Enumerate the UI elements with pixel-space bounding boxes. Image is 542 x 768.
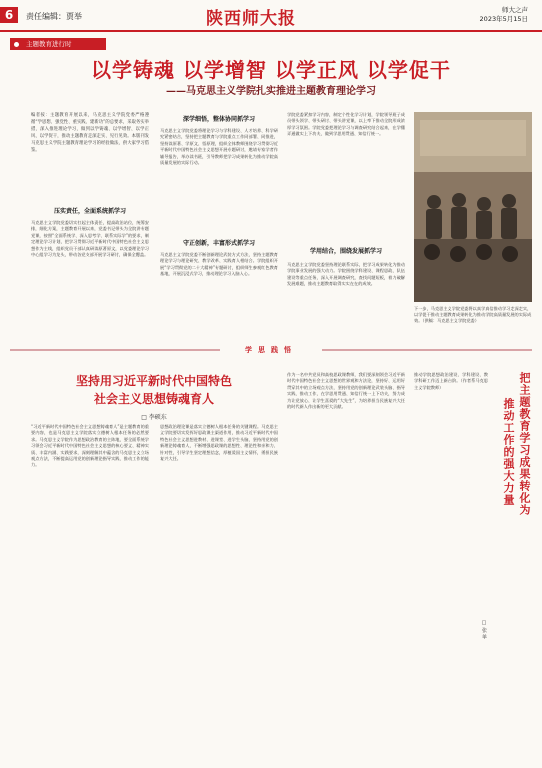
article3-title [490, 372, 532, 636]
article2-column-3: 作为一名中共党员和高校思政课教师，我们要深刻领会习近平新时代中国特色社会主义思想的世界观和方法论，坚持好、运用好贯穿其中的立场观点方法，坚持用党的创新理论武装头脑、指导实践、推动工作，在学思用贯通、知信行统一上下功夫，努力成为让党放心、让学生喜爱的“大先生”，为培养担当民族复兴大任的时代新人作出新的更大贡献。 [287, 372, 405, 410]
article2-author: □ 李硕东 [141, 414, 167, 421]
article1-section3-text: 马克思主义学院党委不断创新理论武装方式方法，坚持主题教育理论学习与理论研究、教学改革、实践育人相结合。学院组织开展“学习贯彻党的二十大精神”专题研讨，组织师生参观红色教育基地，开展沉浸式学习，推动理论学习入脑入心。 [160, 252, 278, 277]
subheading-1-wrap [31, 206, 149, 215]
photo-caption: 下一步，马克思主义学院党委将以真学真信推动学习走深走实，以学促干推动主题教育成果转化为推动学院高质量发展的实际成效。（供稿：马克思主义学院党委） [414, 306, 532, 323]
article1-section2-text: 马克思主义学院党委将理论学习与学科建设、人才培养、科学研究紧密结合，坚持把主题教育与学院重点工作同部署、同推进，坚持读原著、学原文、悟原理，组织全体教师围绕学习贯彻习近平新时代中国特色社会主义思想开展专题研讨，邀请专家学者作辅导报告，举办读书班，引导教师把学习成果转化为推动学院高质量发展的实际行动。 [160, 128, 278, 166]
subheading-4-wrap [287, 246, 405, 255]
subheading-2-wrap [160, 114, 278, 123]
article3-title-line2: 推动工作的强大力量 [502, 398, 515, 506]
article2-column-4: 推动学院思想政治建设、学科建设、教学科研工作迈上新台阶。（作者系马克思主义学院教师） [414, 372, 488, 390]
subheading-3: 守正创新，丰富形式抓学习 [182, 240, 255, 247]
article1-section1-text: 马克思主义学院党委切实扛起主体责任，提高政治站位，统筹安排，细化方案，主题教育开展以来，党委书记带头为全院讲专题党课，按照“全面系统学、深入思考学、联系实际学”的要求，制定理论学习计划，把学习贯彻习近平新时代中国特色社会主义思想作为主线，组织党员干部认真研读原著原文，以党委理论学习中心组学习为龙头，带动各党支部开展学习研讨，确保全覆盖。 [31, 220, 149, 258]
band-tag: 学思践悟 [245, 346, 297, 354]
section-tag: 主题教育进行时 [10, 38, 106, 50]
section-tag-dot-icon [14, 42, 19, 47]
article2-title-line2: 社会主义思想铸魂育人 [93, 392, 214, 406]
subheading-3-wrap [160, 238, 278, 247]
subheading-4: 学用结合，围绕发展抓学习 [309, 248, 382, 255]
article2-title [31, 372, 277, 408]
news-photo-image [414, 112, 532, 302]
band-rule-right [322, 349, 532, 351]
subheading-1: 压实责任，全面系统抓学习 [53, 208, 126, 215]
editor-note: 编者按：主题教育开展以来，马克思主义学院党委严格遵循“学思想、强党性、重实践、建新功”的总要求，采取务实举措，深入推进理论学习，做到以学铸魂、以学增智、以学正风、以学促干，推动主题教育走深走实、见行见效。本版刊发马克思主义学院主题教育理论学习的经验做法，供大家学习借鉴。 [31, 113, 149, 153]
main-headline: 以学铸魂 以学增智 以学正风 以学促干 [91, 58, 451, 82]
article2-column-1: “习近平新时代中国特色社会主义思想铸魂育人”是主题教育的重要内容，也是马克思主义学院落实立德树人根本任务的必然要求。马克思主义学院作为思想政治教育的主阵地，要全面系统学习领会习近平新时代中国特色社会主义思想的核心要义、精神实质、丰富内涵、实践要求，深刻理解其中蕴含的马克思主义立场观点方法，不断提高运用党的创新理论指导实践、推动工作的能力。 [31, 424, 149, 468]
article2-title-line1: 坚持用习近平新时代中国特色 [75, 374, 232, 388]
header-rule [0, 30, 542, 32]
subheading-2: 深学细悟，整体协同抓学习 [182, 116, 255, 123]
article2-column-2: 思想政治理论课是落实立德树人根本任务的关键课程。马克思主义学院要切实发挥好思政课主渠道作用，推动习近平新时代中国特色社会主义思想进教材、进课堂、进学生头脑，坚持用党的创新理论铸魂育人，不断增强思政课的思想性、理论性和亲和力、针对性，引导学生坚定理想信念，厚植爱国主义情怀，勇担民族复兴大任。 [160, 424, 278, 462]
masthead-logo: 陕西师大报 [206, 9, 296, 29]
publication-name: 师大之声 [502, 6, 528, 14]
article3-author: □ 张 单 [481, 620, 487, 640]
page-number: 6 [0, 7, 18, 23]
article1-section4-text: 学院党委紧扣学习内容，制定个性化学习计划，学院领导班子成员带头领学、带头研讨、带头讲党课，以上率下推动全院形成浓厚学习氛围。学院党委把理论学习与调查研究结合起来，在学懂弄通做实上下功夫，做到学思用贯通、知信行统一。 [287, 112, 405, 137]
main-subheadline: ——马克思主义学院扎实推进主题教育理论学习 [166, 86, 376, 97]
news-photo [414, 112, 532, 302]
editor-credit: 责任编辑：贾举 [26, 12, 82, 21]
article3-title-line1: 把主题教育学习成果转化为 [518, 372, 531, 516]
band-rule-left [10, 349, 220, 351]
article1-section5-text: 马克思主义学院党委坚持理论联系实际，把学习成果转化为推动学院事业发展的强大动力。学院围绕学科建设、课程思政、队伍建设等重点任务，深入开展调查研究，查找问题短板，着力破解发展难题，推动主题教育取得实实在在的成效。 [287, 262, 405, 287]
publication-date: 2023年5月15日 [479, 15, 528, 23]
publication-info [470, 6, 528, 24]
